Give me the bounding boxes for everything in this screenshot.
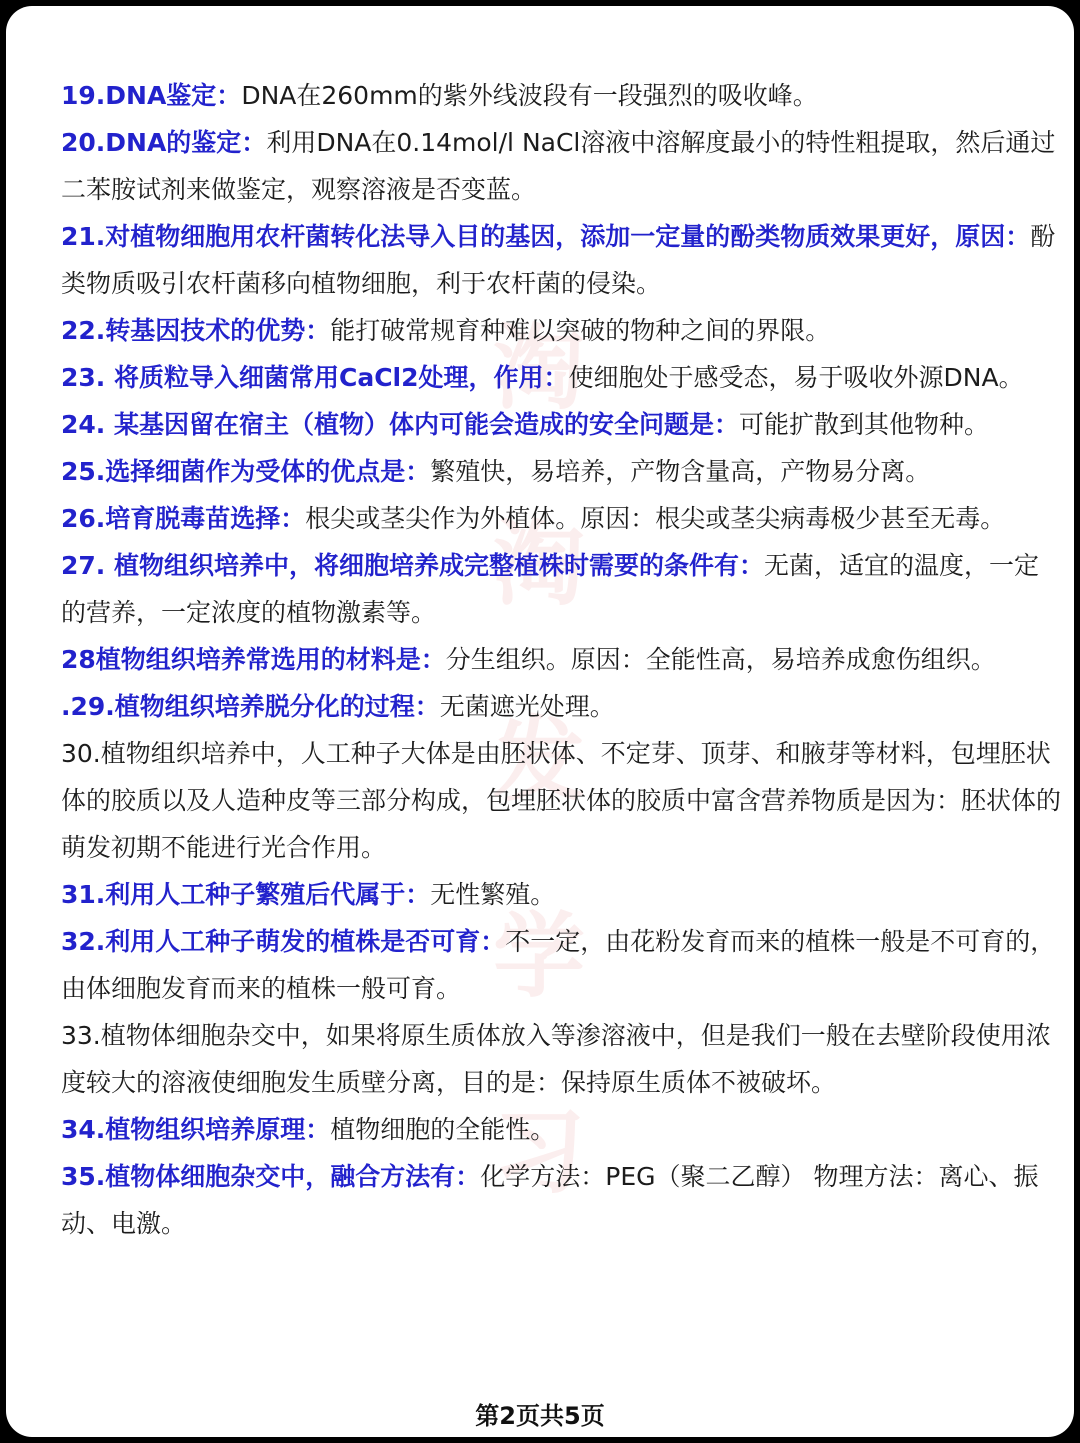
question-label: 23. 将质粒导入细菌常用CaCl2处理，作用： xyxy=(61,363,569,392)
answer-text: 可能扩散到其他物种。 xyxy=(739,410,990,439)
note-item-20 xyxy=(61,119,1061,213)
question-label: 27. 植物组织培养中，将细胞培养成完整植株时需要的条件有： xyxy=(61,551,764,580)
question-label: 19.DNA鉴定： xyxy=(61,81,242,110)
question-label: 34.植物组织培养原理： xyxy=(61,1115,331,1144)
answer-text: 分生组织。原因：全能性高，易培养成愈伤组织。 xyxy=(445,645,996,674)
question-label: 25.选择细菌作为受体的优点是： xyxy=(61,457,431,486)
page-number: 第2页共5页 xyxy=(475,1402,605,1430)
question-label: 24. 某基因留在宿主（植物）体内可能会造成的安全问题是： xyxy=(61,410,739,439)
question-label: 21.对植物细胞用农杆菌转化法导入目的基因，添加一定量的酚类物质效果更好，原因： xyxy=(61,222,1031,251)
note-item-28 xyxy=(61,636,1061,683)
question-label: 35.植物体细胞杂交中，融合方法有： xyxy=(61,1162,481,1191)
note-item-19 xyxy=(61,72,1061,119)
answer-text: 使细胞处于感受态，易于吸收外源DNA。 xyxy=(568,363,1024,392)
answer-text: 化学方法：PEG（聚二乙醇） 物理方法：离心、振动、电激。 xyxy=(61,1162,1039,1238)
answer-text: 33.植物体细胞杂交中，如果将原生质体放入等渗溶液中，但是我们一般在去壁阶段使用浓度较大的溶液使细胞发生质壁分离，目的是：保持原生质体不被破坏。 xyxy=(61,1021,1051,1097)
note-item-23 xyxy=(61,354,1061,401)
note-item-31 xyxy=(61,871,1061,918)
watermark-char: 淘 xyxy=(492,315,585,422)
answer-text: DNA在260mm的紫外线波段有一段强烈的吸收峰。 xyxy=(241,81,818,110)
question-label: .29.植物组织培养脱分化的过程： xyxy=(61,692,440,721)
note-item-22 xyxy=(61,307,1061,354)
answer-text: 能打破常规育种难以突破的物种之间的界限。 xyxy=(330,316,831,345)
question-label: 32.利用人工种子萌发的植株是否可育： xyxy=(61,927,506,956)
question-label: 26.培育脱毒苗选择： xyxy=(61,504,306,533)
answer-text: 酚类物质吸引农杆菌移向植物细胞，利于农杆菌的侵染。 xyxy=(61,222,1056,298)
note-item-30 xyxy=(61,730,1061,871)
note-item-26 xyxy=(61,495,1061,542)
answer-text: 植物细胞的全能性。 xyxy=(330,1115,556,1144)
note-item-32 xyxy=(61,918,1061,1012)
note-item-27 xyxy=(61,542,1061,636)
answer-text: 无性繁殖。 xyxy=(430,880,556,909)
answer-text: 30.植物组织培养中，人工种子大体是由胚状体、不定芽、顶芽、和腋芽等材料，包埋胚状体的胶质以及人造种皮等三部分构成，包埋胚状体的胶质中富含营养物质是因为：胚状体的萌发初期不能进行光合作用。 xyxy=(61,739,1062,862)
notes-list xyxy=(61,72,1061,1247)
question-label: 20.DNA的鉴定： xyxy=(61,128,267,157)
note-item-25 xyxy=(61,448,1061,495)
question-label: 22.转基因技术的优势： xyxy=(61,316,331,345)
note-item-24 xyxy=(61,401,1061,448)
note-item-33 xyxy=(61,1012,1061,1106)
note-item-35 xyxy=(61,1153,1061,1247)
note-item-29 xyxy=(61,683,1061,730)
answer-text: 利用DNA在0.14mol/l NaCl溶液中溶解度最小的特性粗提取，然后通过二苯胺试剂来做鉴定，观察溶液是否变蓝。 xyxy=(61,128,1056,204)
watermark-char: 学 xyxy=(492,903,585,1010)
question-label: 31.利用人工种子繁殖后代属于： xyxy=(61,880,431,909)
answer-text: 无菌遮光处理。 xyxy=(439,692,615,721)
watermark-char: 习 xyxy=(492,1099,585,1206)
note-item-21 xyxy=(61,213,1061,307)
answer-text: 繁殖快，易培养，产物含量高，产物易分离。 xyxy=(430,457,931,486)
answer-text: 无菌，适宜的温度，一定的营养，一定浓度的植物激素等。 xyxy=(61,551,1040,627)
document-page xyxy=(6,6,1074,1437)
watermark-char: 发 xyxy=(492,707,585,814)
watermark-char: 淘 xyxy=(492,511,585,618)
question-label: 28植物组织培养常选用的材料是： xyxy=(61,645,446,674)
answer-text: 不一定，由花粉发育而来的植株一般是不可育的，由体细胞发育而来的植株一般可育。 xyxy=(61,927,1056,1003)
note-item-34 xyxy=(61,1106,1061,1153)
answer-text: 根尖或茎尖作为外植体。原因：根尖或茎尖病毒极少甚至无毒。 xyxy=(305,504,1006,533)
